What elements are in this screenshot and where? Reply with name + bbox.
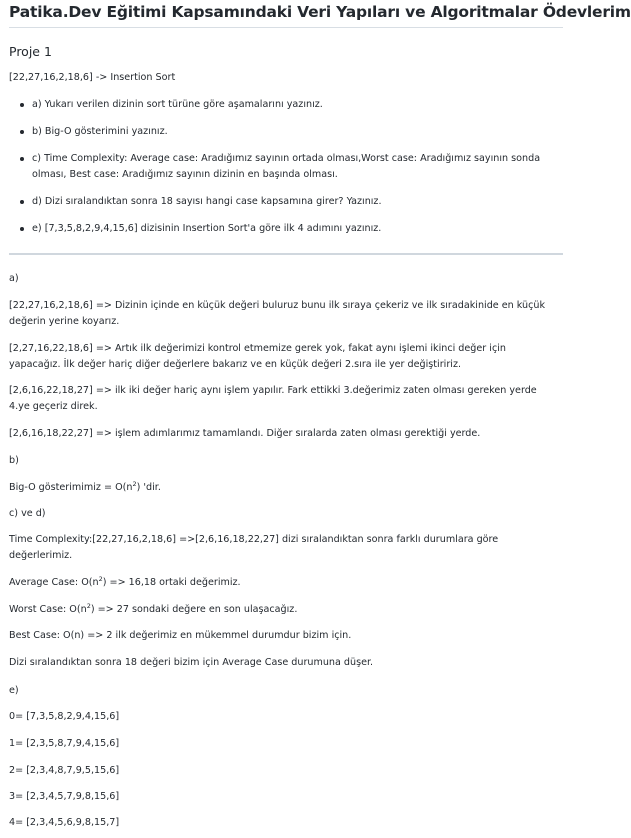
answer-e-step-0: 0= [7,3,5,8,2,9,4,15,6] [9,711,120,722]
worst-case-text: Worst Case: O(n [9,604,87,615]
answer-cd-label: c) ve d) [9,508,46,519]
answer-a-step-3: [2,6,16,22,18,27] => ilk iki değer hariç aynı işlem yapılır. Fark ettikki 3.değerimiz zaten olması gereken yerde 4.ye geçeriz direk. [9,385,537,412]
section-divider [9,253,563,255]
time-complexity-intro: Time Complexity:[22,27,16,2,18,6] =>[2,6,16,18,22,27] dizi sıralandıktan sonra farklı durumlara göre değerlerimiz. [9,534,499,561]
average-case-exponent: 2 [98,575,103,583]
bigo-exponent: 2 [132,480,137,488]
answer-e-step-4: 4= [2,3,4,5,6,9,8,15,7] [9,817,120,828]
answer-e-label: e) [9,685,19,696]
answer-d: Dizi sıralandıktan sonra 18 değeri bizim için Average Case durumuna düşer. [9,657,374,668]
project-heading: Proje 1 [9,44,52,59]
answer-e-step-3: 3= [2,3,4,5,7,9,8,15,6] [9,791,120,802]
answer-b-label: b) [9,455,19,466]
bigo-suffix: ) 'dir. [136,482,161,493]
array-intro: [22,27,16,2,18,6] -> Insertion Sort [9,72,176,83]
worst-case-suffix: ) => 27 sondaki değere en son ulaşacağız. [90,604,298,615]
average-case-suffix: ) => 16,18 ortaki değerimiz. [102,577,241,588]
answer-b-bigo [9,480,161,496]
bigo-text: Big-O gösterimimiz = O(n [9,482,133,493]
average-case [9,575,241,591]
answer-a-label: a) [9,273,19,284]
title-divider [9,27,563,28]
average-case-text: Average Case: O(n [9,577,99,588]
answer-e-step-1: 1= [2,3,5,8,7,9,4,15,6] [9,738,120,749]
answer-e-step-2: 2= [2,3,4,8,7,9,5,15,6] [9,765,120,776]
task-list [9,97,559,237]
answer-a-step-1: [22,27,16,2,18,6] => Dizinin içinde en küçük değeri buluruz bunu ilk sıraya çekeriz ve ilk sıradakinide en küçük değerin yerine koyarız. [9,300,546,327]
worst-case [9,602,297,618]
task-e: e) [7,3,5,8,2,9,4,15,6] dizisinin Insertion Sort'a göre ilk 4 adımını yazınız. [9,221,559,237]
worst-case-exponent: 2 [86,602,91,610]
task-c: c) Time Complexity: Average case: Aradığımız sayının ortada olması,Worst case: Aradığımız sayının sonda olması, Best case: Aradığımız sayının dizinin en başında olması. [9,151,559,183]
page-title: Patika.Dev Eğitimi Kapsamındaki Veri Yapıları ve Algoritmalar Ödevlerim [9,3,631,21]
task-a: a) Yukarı verilen dizinin sort türüne göre aşamalarını yazınız. [9,97,559,113]
task-d: d) Dizi sıralandıktan sonra 18 sayısı hangi case kapsamına girer? Yazınız. [9,194,559,210]
best-case: Best Case: O(n) => 2 ilk değerimiz en mükemmel durumdur bizim için. [9,630,352,641]
answer-a-step-4: [2,6,16,18,22,27] => işlem adımlarımız tamamlandı. Diğer sıralarda zaten olması gerektiği yerde. [9,428,481,439]
answer-a-step-2: [2,27,16,22,18,6] => Artık ilk değerimizi kontrol etmemize gerek yok, fakat aynı işlemi ikinci değer için yapacağız. İlk değer hariç diğer değerlere bakarız ve en küçük değeri 2.sıra ile yer değiştiririz. [9,343,506,370]
task-b: b) Big-O gösterimini yazınız. [9,124,559,140]
